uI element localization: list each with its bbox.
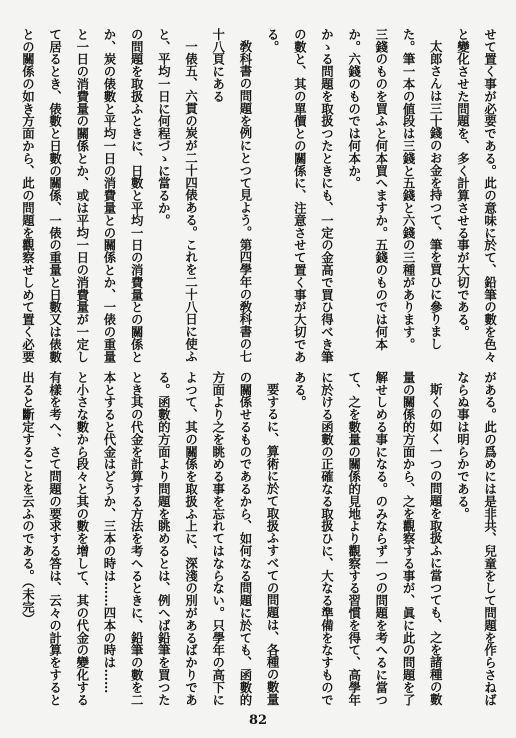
- text-column: 三錢のものを買ふと何本買へますか。五錢のものでは何本: [373, 28, 389, 351]
- text-column: の問題を取扱ふときに、日數と平均一日の消費量との關係と: [129, 28, 145, 363]
- text-column: て居るとき、俵數と日數の關係、一俵の重量と日數又は俵數: [47, 28, 63, 363]
- text-column: か、炭の俵數と平均一日の消費量との關係とか、一俵の重量: [101, 28, 117, 363]
- text-column: と變化させた問題を、多く計算させる事が大切である。: [455, 28, 471, 338]
- text-column: の數と、其の單價との關係に、注意させて置く事が大切であ: [292, 28, 308, 363]
- text-column: 要するに、算術に於て取扱ふすべての問題は、各種の數量: [265, 383, 281, 706]
- text-column: 出ると斷定することを云ふのである。（未完）: [20, 371, 36, 626]
- text-column: との關係の如き方面から、此の問題を觀察せしめて置く必要: [20, 28, 36, 363]
- text-column: よつて、其の關係を取扱ふ上に、深淺の別があるばかりであ: [183, 371, 199, 706]
- text-column: 十八頁にある: [210, 28, 226, 103]
- lower-text-block: [14, 371, 504, 707]
- text-column: 解せしめる事になる。のみならず一つの問題を考へるに當つ: [373, 371, 389, 706]
- text-column: 一俵五、六貫の炭が二十四俵ある。これを二十八日に使ふ: [183, 40, 199, 363]
- text-column: る。函數的方面より問題を眺めるとは、例へば鉛筆を買つた: [156, 371, 172, 706]
- text-column: の關係せるものであるから、如何なる問題に於ても、函數的: [237, 371, 253, 706]
- text-column: とき其の代金を計算する方法を考へるときに、鉛筆の數を二: [129, 371, 145, 706]
- text-column: 方面より之を眺める事を忘れてはならない。只學年の高下に: [210, 371, 226, 706]
- text-column: かゝる問題を取扱つたときにも、一定の金高で買ひ得べき筆: [319, 28, 335, 363]
- text-column: せて置く事が必要である。此の意味に於て、鉛筆の數を色々: [482, 28, 498, 363]
- text-column: がある。此の爲めには是非共、兒童をして問題を作らさねば: [482, 371, 498, 706]
- text-column: て、之を數量の關係的見地より觀察する習慣を得て、高學年: [346, 371, 362, 706]
- text-column: と小さな數から段々と其の數を增して、其の代金の變化する: [74, 371, 90, 706]
- text-column: と、平均一日に何程づゝに當るか。: [156, 28, 172, 227]
- text-column: た。筆一本の値段は三錢と五錢と六錢の三種があります。: [401, 28, 417, 351]
- text-column: 本とすると代金はどうか、三本の時は……四本の時は……: [101, 371, 117, 694]
- text-column: か。六錢のものでは何本か。: [346, 28, 362, 190]
- text-column: 斯くの如く一つの問題を取扱ふに當つても、之を諸種の數: [428, 383, 444, 706]
- text-column: 太郎さんは三十錢のお金を持つて、筆を買ひに參りまし: [428, 40, 444, 351]
- text-column: ならぬ事は明らかである。: [455, 371, 471, 520]
- text-column: 量の關係的方面から、之を觀察する事が、眞に此の問題を了: [401, 371, 417, 706]
- text-column: に於ける函數の正確なる取扱ひに、大なる準備をなすもので: [319, 371, 335, 706]
- page-number: 82: [248, 713, 268, 728]
- upper-text-block: [14, 28, 504, 364]
- text-column: る。: [265, 28, 281, 53]
- text-column: と一日の消費量の關係とか、或は平均一日の消費量が一定し: [74, 28, 90, 363]
- text-column: ある。: [292, 371, 308, 409]
- text-column: 有樣を考へ、さて問題の要求する答は、云々の計算をすると: [47, 371, 63, 706]
- text-column: 敎科書の問題を例にとつて見よう。第四學年の敎科書の七: [237, 40, 253, 363]
